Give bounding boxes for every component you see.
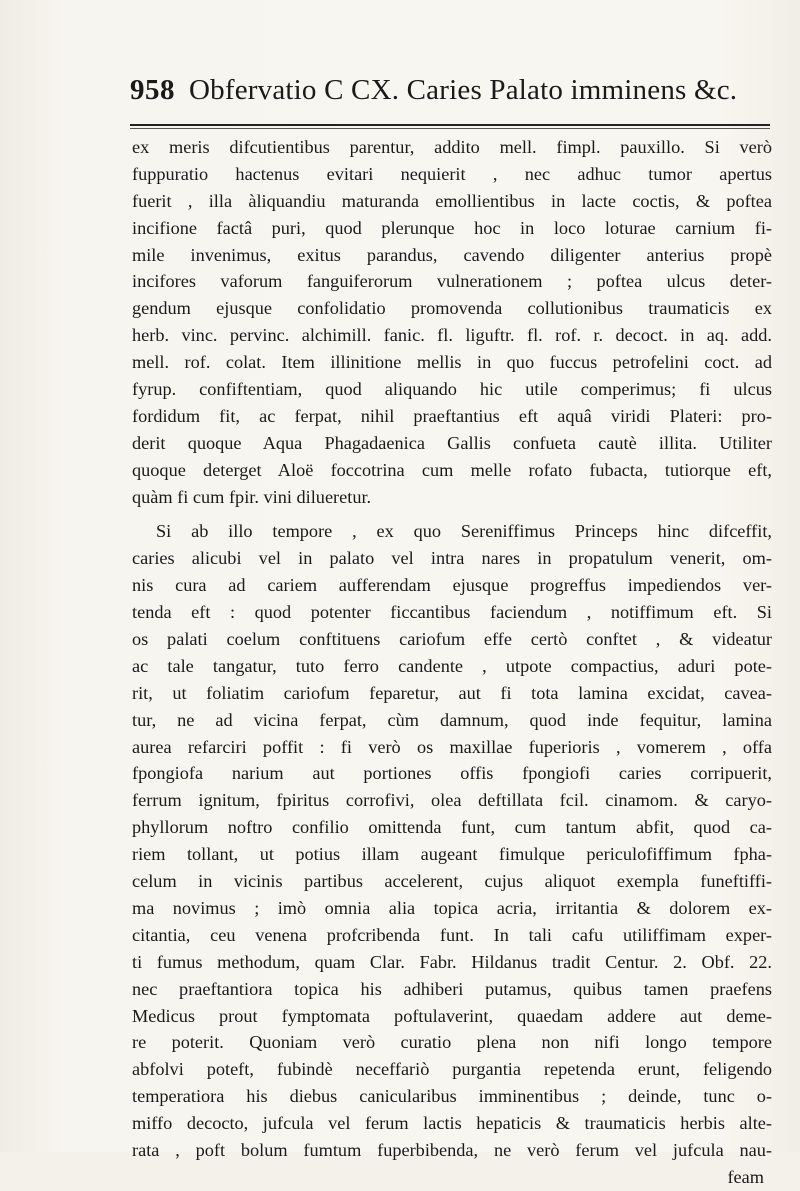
text-line: quoque deterget Aloë foccotrina cum melle rofato fubacta, tutiorque eft,: [132, 459, 772, 480]
text-line: ti fumus methodum, quam Clar. Fabr. Hildanus tradit Centur. 2. Obf. 22.: [132, 951, 772, 972]
text-line: caries alicubi vel in palato vel intra nares in propatulum venerit, om-: [132, 548, 772, 569]
text-line: tenda eft : quod potenter ficcantibus faciendum , notiffimum eft. Si: [132, 602, 772, 623]
text-line: riem tollant, ut potius illam augeant fimulque periculofiffimum fpha-: [132, 844, 772, 865]
text-line: fyrup. confiftentiam, quod aliquando hic utile comperimus; fi ulcus: [132, 379, 772, 400]
text-line: Si ab illo tempore , ex quo Sereniffimus Princeps hinc difceffit,: [156, 521, 772, 542]
text-line: fuppuratio hactenus evitari nequierit , nec adhuc tumor apertus: [132, 163, 772, 184]
text-line: citantia, ceu venena profcribenda funt. In tali cafu utiliffimam exper-: [132, 924, 772, 945]
running-title: Obfervatio C CX. Caries Palato imminens &c.: [189, 74, 738, 106]
text-line: nis cura ad cariem aufferendam ejusque progreffus impediendos ver-: [132, 575, 772, 596]
text-line: ma novimus ; imò omnia alia topica acria, irritantia & dolorem ex-: [132, 897, 772, 918]
text-line: celum in vicinis partibus accelerent, cujus aliquot exempla funeftiffi-: [132, 871, 772, 892]
text-line: fpongiofa narium aut portiones offis fpongiofi caries corripuerit,: [132, 763, 772, 784]
text-line: ex meris difcutientibus parentur, addito mell. fimpl. pauxillo. Si verò: [132, 137, 772, 157]
text-line: rata , poft bolum fumtum fuperbibenda, ne verò ferum vel jufcula nau-: [132, 1139, 772, 1160]
text-line: gendum ejusque confolidatio promovenda collutionibus traumaticis ex: [132, 298, 772, 319]
text-line: fordidum fit, ac ferpat, nihil praeftantius eft aquâ viridi Plateri: pro-: [132, 405, 772, 426]
text-line: incifores vaforum fanguiferorum vulnerationem ; poftea ulcus deter-: [132, 271, 772, 292]
text-line: ferrum ignitum, fpiritus corrofivi, olea deftillata fcil. cinamom. & caryo-: [132, 790, 772, 811]
catchword: feam: [727, 1166, 764, 1187]
text-line: tur, ne ad vicina ferpat, cùm damnum, quod inde fequitur, lamina: [132, 709, 772, 730]
text-line: fuerit , illa àliquandiu maturanda emollientibus in lacte coctis, & poftea: [132, 190, 772, 211]
text-line: quàm fi cum fpir. vini dilueretur.: [132, 486, 372, 507]
page-number: 958: [130, 74, 175, 106]
body-text: [132, 134, 772, 1191]
page-header: [130, 74, 770, 118]
header-rule: [130, 124, 770, 126]
text-line: phyllorum noftro confilio omittenda funt, cum tantum abfit, quod ca-: [132, 817, 772, 838]
text-line: rit, ut foliatim cariofum feparetur, aut fi tota lamina excidat, cavea-: [132, 682, 772, 703]
text-line: derit quoque Aqua Phagadaenica Gallis confueta cautè illita. Utiliter: [132, 432, 772, 453]
text-line: miffo decocto, jufcula vel ferum lactis hepaticis & traumaticis herbis alte-: [132, 1113, 772, 1134]
text-line: aurea refarciri poffit : fi verò os maxillae fuperioris , vomerem , offa: [132, 736, 772, 757]
text-line: herb. vinc. pervinc. alchimill. fanic. fl. liguftr. fl. rof. r. decoct. in aq. add.: [132, 325, 772, 346]
text-line: mile invenimus, exitus parandus, cavendo diligenter anterius propè: [132, 244, 772, 265]
text-line: incifione factâ puri, quod plerunque hoc in loco loturae carnium fi-: [132, 217, 772, 238]
text-line: temperatiora his diebus canicularibus imminentibus ; deinde, tunc o-: [132, 1086, 772, 1107]
header-rule-thin: [130, 128, 770, 129]
text-line: mell. rof. colat. Item illinitione mellis in quo fuccus petrofelini coct. ad: [132, 352, 772, 373]
text-line: re poterit. Quoniam verò curatio plena non nifi longo tempore: [132, 1032, 772, 1053]
text-line: ac tale tangatur, tuto ferro candente , utpote compactius, aduri pote-: [132, 655, 772, 676]
text-line: Medicus prout fymptomata poftulaverint, quaedam addere aut deme-: [132, 1005, 772, 1026]
text-line: abfolvi poteft, fubindè neceffariò purgantia repetenda erunt, feligendo: [132, 1059, 772, 1080]
text-line: os palati coelum conftituens cariofum effe certò conftet , & videatur: [132, 629, 772, 650]
text-line: nec praeftantiora topica his adhiberi putamus, quibus tamen praefens: [132, 978, 772, 999]
